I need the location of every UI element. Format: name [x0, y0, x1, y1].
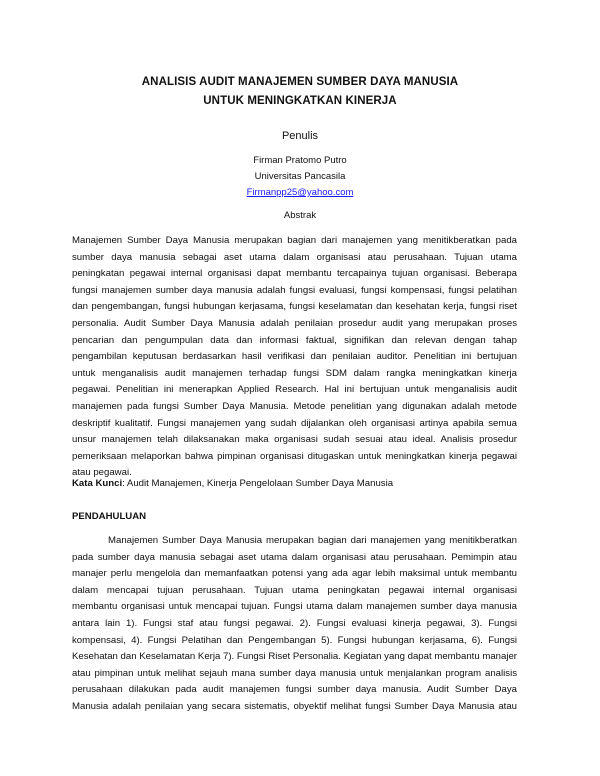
intro-line: Manusia adalah penilaian yang secara sistematis, obyektif melihat fungsi Sumber Daya Manusia atau — [72, 700, 517, 712]
paper-title — [0, 73, 600, 111]
author-heading: Penulis — [281, 130, 319, 142]
author-name: Firman Pratomo Putro — [253, 155, 347, 166]
section-heading: PENDAHULUAN — [72, 511, 147, 522]
keywords-text: : Audit Manajemen, Kinerja Pengelolaan Sumber Daya Manusia — [122, 478, 394, 489]
abstract-line: atau pegawai. — [72, 467, 132, 479]
keywords-label: Kata Kunci — [72, 478, 123, 489]
intro-line: kompensasi, 4). Fungsi Pelatihan dan Pengembangan 5). Fungsi hubungan kerjasama, 6). Fungsi — [72, 634, 517, 646]
abstract-line: dan pengembangan, fungsi hubungan kerjasama, fungsi keselamatan dan kesehatan kerja, fungsi riset — [72, 301, 517, 313]
intro-line: membantu organisasi untuk mencapai tujuan. Fungsi utama dalam manajemen sumber daya manusia — [72, 601, 517, 613]
abstract-line: pegawai. Penelitian ini menerapkan Applied Research. Hal ini bertujuan untuk menganalisis audit — [72, 384, 517, 396]
intro-line: pada sumber daya manusia sebagai aset utama dalam organisasi atau perusahaan. Pemimpin atau — [72, 551, 517, 563]
abstract-line: manajemen pada fungsi Sumber Daya Manusia. Metode penelitian yang digunakan adalah metode — [72, 400, 517, 412]
intro-line: perusahaan dilakukan pada audit manajemen fungsi sumber daya manusia. Audit Sumber Daya — [72, 684, 517, 696]
abstract-line: unsur manajemen telah dilaksanakan maka organisasi sudah sesuai atau ideal. Analisis prosedur — [72, 434, 517, 446]
abstract-line: pemeriksaan melaporkan bahwa pimpinan organisasi ditugaskan untuk meningkatkan kinerja pegawai — [72, 450, 517, 462]
intro-line: Manajemen Sumber Daya Manusia merupakan bagian dari manajemen yang menitikberatkan — [108, 535, 517, 546]
intro-line: antara lain 1). Fungsi staf atau fungsi pegawai. 2). Fungsi evaluasi kinerja pegawai, 3). Fungsi — [72, 617, 517, 629]
abstract-line: pencarian dan pengumpulan data dan informasi faktual, signifikan dan relevan dengan tahap — [72, 334, 517, 346]
abstract-line: deskriptif kualitatif. Fungsi manajemen yang sudah dijalankan oleh organisasi artinya apabila semua — [72, 417, 517, 429]
abstract-line: fungsi manajemen sumber daya manusia adalah fungsi evaluasi, fungsi kompensasi, fungsi pelatihan — [72, 284, 517, 296]
keywords — [72, 478, 393, 489]
abstract-line: sumber daya manusia sebagai aset utama dalam organisasi atau perusahaan. Tujuan utama — [72, 251, 517, 263]
abstract-body — [72, 233, 517, 482]
author-affiliation: Universitas Pancasila — [254, 171, 346, 182]
intro-line: Kesehatan dan Keselamatan Kerja 7). Fungsi Riset Personalia. Kegiatan yang dapat membantu manajer — [72, 651, 517, 663]
abstract-line: pengambilan keputusan berdasarkan hasil verifikasi dan penilaian auditor. Penelitian ini bertujuan — [72, 351, 517, 363]
abstract-line: peningkatan pegawai internal organisasi dapat membantu tercapainya tujuan organisasi. Beberapa — [72, 268, 517, 280]
abstract-line: personalia. Audit Sumber Daya Manusia adalah penilaian prosedur audit yang merupakan proses — [72, 317, 517, 329]
title-line-1: ANALISIS AUDIT MANAJEMEN SUMBER DAYA MANUSIA — [141, 76, 459, 88]
abstract-line: untuk menganalisis audit manajemen terhadap fungsi SDM dalam rangka meningkatkan kinerja — [72, 367, 517, 379]
abstract-line: Manajemen Sumber Daya Manusia merupakan bagian dari manajemen yang menitikberatkan pada — [72, 235, 517, 246]
intro-line: atau pimpinan untuk melihat sejauh mana sumber daya manusia untuk menjalankan program analisis — [72, 667, 517, 679]
author-email — [0, 187, 600, 198]
introduction-body — [72, 533, 517, 716]
intro-line: dalam mencapai tujuan perusahaan. Tujuan utama peningkatan pegawai internal organisasi — [72, 584, 517, 596]
email-link[interactable]: Firmanpp25@yahoo.com — [246, 187, 354, 198]
intro-line: manajer perlu mengelola dan memanfaatkan potensi yang ada agar lebih maksimal untuk membantu — [72, 568, 517, 580]
abstract-heading: Abstrak — [283, 210, 317, 221]
title-line-2: UNTUK MENINGKATKAN KINERJA — [203, 95, 397, 107]
